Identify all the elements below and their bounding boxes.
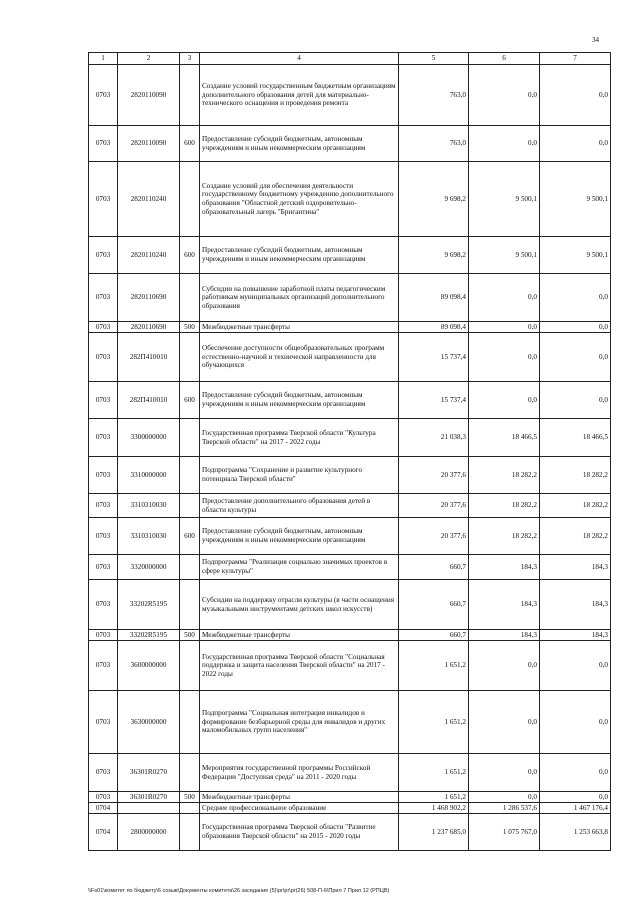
expense-type-cell — [180, 814, 200, 851]
amount-2021-cell: 18 466,5 — [540, 419, 611, 457]
amount-2019-cell: 660,7 — [399, 555, 469, 580]
table-row — [89, 641, 611, 691]
description-cell: Мероприятия государственной программы Российской Федерации "Доступная среда" на 2011 - 2020 годы — [200, 754, 399, 792]
expense-type-cell: 500 — [180, 630, 200, 641]
amount-2020-cell: 0,0 — [469, 322, 540, 333]
table-row — [89, 691, 611, 754]
amount-2019-cell: 1 651,2 — [399, 691, 469, 754]
section-code-cell: 0703 — [89, 274, 118, 322]
table-row — [89, 162, 611, 237]
target-code-cell: 33202R5195 — [118, 630, 180, 641]
table-row — [89, 457, 611, 494]
description-cell: Обеспечение доступности общеобразовательных программ естественно-научной и технической направленности для обучающихся — [200, 333, 399, 382]
amount-2021-cell: 0,0 — [540, 333, 611, 382]
amount-2021-cell: 184,3 — [540, 630, 611, 641]
header-cell: 4 — [200, 53, 399, 65]
amount-2021-cell: 0,0 — [540, 754, 611, 792]
amount-2020-cell: 18 466,5 — [469, 419, 540, 457]
target-code-cell: 36301R0270 — [118, 792, 180, 803]
expense-type-cell: 500 — [180, 792, 200, 803]
expense-type-cell — [180, 162, 200, 237]
target-code-cell: 33202R5195 — [118, 580, 180, 630]
description-cell: Субсидии на повышение заработной платы педагогическим работникам муниципальных организаций дополнительного образования — [200, 274, 399, 322]
expense-type-cell — [180, 691, 200, 754]
description-cell: Предоставление субсидий бюджетным, автономным учреждениям и иным некоммерческим организациям — [200, 518, 399, 555]
table-row — [89, 65, 611, 126]
amount-2021-cell: 184,3 — [540, 580, 611, 630]
amount-2021-cell: 0,0 — [540, 65, 611, 126]
description-cell: Среднее профессиональное образование — [200, 803, 399, 814]
expense-type-cell — [180, 419, 200, 457]
target-code-cell: 36301R0270 — [118, 754, 180, 792]
header-cell: 7 — [540, 53, 611, 65]
table-row — [89, 382, 611, 419]
amount-2021-cell: 0,0 — [540, 126, 611, 162]
amount-2020-cell: 1 075 767,0 — [469, 814, 540, 851]
amount-2019-cell: 660,7 — [399, 580, 469, 630]
target-code-cell: 2820110090 — [118, 126, 180, 162]
amount-2021-cell: 9 500,1 — [540, 162, 611, 237]
table-row — [89, 322, 611, 333]
amount-2020-cell: 18 282,2 — [469, 494, 540, 518]
expense-type-cell — [180, 580, 200, 630]
amount-2019-cell: 763,0 — [399, 65, 469, 126]
expense-type-cell: 600 — [180, 518, 200, 555]
target-code-cell: 3310310030 — [118, 518, 180, 555]
description-cell: Межбюджетные трансферты — [200, 792, 399, 803]
amount-2019-cell: 1 651,2 — [399, 792, 469, 803]
target-code-cell: 3630000000 — [118, 691, 180, 754]
header-cell: 3 — [180, 53, 200, 65]
amount-2019-cell: 20 377,6 — [399, 494, 469, 518]
expense-type-cell — [180, 457, 200, 494]
amount-2020-cell: 0,0 — [469, 641, 540, 691]
section-code-cell: 0703 — [89, 457, 118, 494]
amount-2020-cell: 1 286 537,6 — [469, 803, 540, 814]
file-path-footer: \\Fs01\комитет по бюджету\6 созыв\Документы комитета\26 заседание (5)\pr\pr\pr(26) 508-П-6\Прил 7 Прил 12 (РПЦВ) — [88, 888, 390, 894]
expense-type-cell — [180, 494, 200, 518]
amount-2019-cell: 20 377,6 — [399, 518, 469, 555]
amount-2021-cell: 0,0 — [540, 322, 611, 333]
amount-2020-cell: 0,0 — [469, 754, 540, 792]
description-cell: Предоставление субсидий бюджетным, автономным учреждениям и иным некоммерческим организациям — [200, 382, 399, 419]
description-cell: Предоставление субсидий бюджетным, автономным учреждениям и иным некоммерческим организациям — [200, 237, 399, 274]
amount-2019-cell: 21 038,3 — [399, 419, 469, 457]
table-row — [89, 494, 611, 518]
description-cell: Подпрограмма "Социальная интеграция инвалидов и формирование безбарьерной среды для инвалидов и других маломобильных групп населения" — [200, 691, 399, 754]
table-row — [89, 419, 611, 457]
amount-2021-cell: 1 253 663,8 — [540, 814, 611, 851]
section-code-cell: 0703 — [89, 126, 118, 162]
amount-2019-cell: 9 698,2 — [399, 162, 469, 237]
target-code-cell: 2820110240 — [118, 162, 180, 237]
amount-2019-cell: 1 651,2 — [399, 754, 469, 792]
amount-2020-cell: 18 282,2 — [469, 518, 540, 555]
expense-type-cell — [180, 803, 200, 814]
amount-2021-cell: 18 282,2 — [540, 457, 611, 494]
section-code-cell: 0703 — [89, 691, 118, 754]
target-code-cell: 3600000000 — [118, 641, 180, 691]
table-header-row — [89, 53, 611, 65]
amount-2019-cell: 89 098,4 — [399, 322, 469, 333]
table-row — [89, 754, 611, 792]
description-cell: Создание условий государственным бюджетным организациям дополнительного образования детей для материально-технического оснащения и проведения ремонта — [200, 65, 399, 126]
section-code-cell: 0703 — [89, 237, 118, 274]
section-code-cell: 0703 — [89, 792, 118, 803]
section-code-cell: 0703 — [89, 494, 118, 518]
description-cell: Межбюджетные трансферты — [200, 630, 399, 641]
description-cell: Государственная программа Тверской области "Культура Тверской области" на 2017 - 2022 годы — [200, 419, 399, 457]
amount-2020-cell: 184,3 — [469, 580, 540, 630]
amount-2021-cell: 18 282,2 — [540, 494, 611, 518]
header-cell: 2 — [118, 53, 180, 65]
page-number: 34 — [592, 36, 599, 44]
section-code-cell: 0703 — [89, 555, 118, 580]
table-row — [89, 126, 611, 162]
section-code-cell: 0703 — [89, 641, 118, 691]
amount-2021-cell: 0,0 — [540, 382, 611, 419]
target-code-cell: 282П410010 — [118, 382, 180, 419]
description-cell: Субсидии на поддержку отрасли культуры (в части оснащения музыкальными инструментами детских школ искусств) — [200, 580, 399, 630]
target-code-cell — [118, 803, 180, 814]
table-row — [89, 630, 611, 641]
amount-2020-cell: 0,0 — [469, 382, 540, 419]
section-code-cell: 0703 — [89, 65, 118, 126]
target-code-cell: 2820110690 — [118, 322, 180, 333]
header-cell: 6 — [469, 53, 540, 65]
target-code-cell: 282П410010 — [118, 333, 180, 382]
description-cell: Предоставление дополнительного образования детей в области культуры — [200, 494, 399, 518]
description-cell: Подпрограмма "Реализация социально значимых проектов в сфере культуры" — [200, 555, 399, 580]
amount-2019-cell: 1 468 902,2 — [399, 803, 469, 814]
expense-type-cell: 600 — [180, 382, 200, 419]
table-body — [89, 65, 611, 851]
amount-2019-cell: 89 098,4 — [399, 274, 469, 322]
section-code-cell: 0703 — [89, 333, 118, 382]
description-cell: Подпрограмма "Сохранение и развитие культурного потенциала Тверской области" — [200, 457, 399, 494]
amount-2020-cell: 0,0 — [469, 691, 540, 754]
amount-2021-cell: 0,0 — [540, 274, 611, 322]
target-code-cell: 2820110090 — [118, 65, 180, 126]
expense-type-cell — [180, 641, 200, 691]
description-cell: Создание условий для обеспечения деятельности государственному бюджетному учреждению дополнительного образования "Областной детский оздоровительно-образовательный лагерь "Бригантина" — [200, 162, 399, 237]
expense-type-cell — [180, 555, 200, 580]
expense-type-cell: 600 — [180, 126, 200, 162]
amount-2021-cell: 0,0 — [540, 792, 611, 803]
description-cell: Межбюджетные трансферты — [200, 322, 399, 333]
header-cell: 5 — [399, 53, 469, 65]
table-row — [89, 792, 611, 803]
target-code-cell: 3310310030 — [118, 494, 180, 518]
expense-type-cell — [180, 333, 200, 382]
table-row — [89, 814, 611, 851]
amount-2019-cell: 660,7 — [399, 630, 469, 641]
table-row — [89, 274, 611, 322]
section-code-cell: 0703 — [89, 322, 118, 333]
target-code-cell: 3310000000 — [118, 457, 180, 494]
amount-2019-cell: 1 237 685,0 — [399, 814, 469, 851]
section-code-cell: 0703 — [89, 382, 118, 419]
description-cell: Государственная программа Тверской области "Социальная поддержка и защита населения Тверской области" на 2017 - 2022 годы — [200, 641, 399, 691]
target-code-cell: 3300000000 — [118, 419, 180, 457]
amount-2019-cell: 15 737,4 — [399, 382, 469, 419]
section-code-cell: 0703 — [89, 630, 118, 641]
table-row — [89, 237, 611, 274]
expense-type-cell — [180, 274, 200, 322]
target-code-cell: 2800000000 — [118, 814, 180, 851]
amount-2019-cell: 1 651,2 — [399, 641, 469, 691]
target-code-cell: 2820110240 — [118, 237, 180, 274]
amount-2020-cell: 0,0 — [469, 333, 540, 382]
amount-2021-cell: 18 282,2 — [540, 518, 611, 555]
section-code-cell: 0703 — [89, 162, 118, 237]
section-code-cell: 0703 — [89, 754, 118, 792]
description-cell: Предоставление субсидий бюджетным, автономным учреждениям и иным некоммерческим организациям — [200, 126, 399, 162]
amount-2021-cell: 0,0 — [540, 691, 611, 754]
table-row — [89, 518, 611, 555]
target-code-cell: 3320000000 — [118, 555, 180, 580]
table-row — [89, 580, 611, 630]
section-code-cell: 0704 — [89, 803, 118, 814]
amount-2020-cell: 18 282,2 — [469, 457, 540, 494]
amount-2019-cell: 20 377,6 — [399, 457, 469, 494]
amount-2020-cell: 0,0 — [469, 126, 540, 162]
amount-2019-cell: 9 698,2 — [399, 237, 469, 274]
description-cell: Государственная программа Тверской области "Развитие образования Тверской области" на 2015 - 2020 годы — [200, 814, 399, 851]
header-cell: 1 — [89, 53, 118, 65]
amount-2020-cell: 0,0 — [469, 274, 540, 322]
expense-type-cell: 600 — [180, 237, 200, 274]
amount-2020-cell: 0,0 — [469, 65, 540, 126]
amount-2020-cell: 184,3 — [469, 555, 540, 580]
amount-2019-cell: 763,0 — [399, 126, 469, 162]
amount-2021-cell: 0,0 — [540, 641, 611, 691]
table-row — [89, 803, 611, 814]
amount-2021-cell: 9 500,1 — [540, 237, 611, 274]
amount-2020-cell: 9 500,1 — [469, 162, 540, 237]
amount-2020-cell: 9 500,1 — [469, 237, 540, 274]
amount-2021-cell: 1 467 176,4 — [540, 803, 611, 814]
table-row — [89, 555, 611, 580]
section-code-cell: 0703 — [89, 419, 118, 457]
expense-type-cell — [180, 65, 200, 126]
section-code-cell: 0704 — [89, 814, 118, 851]
section-code-cell: 0703 — [89, 580, 118, 630]
amount-2019-cell: 15 737,4 — [399, 333, 469, 382]
table-row — [89, 333, 611, 382]
amount-2021-cell: 184,3 — [540, 555, 611, 580]
budget-table — [88, 52, 611, 851]
amount-2020-cell: 0,0 — [469, 792, 540, 803]
expense-type-cell — [180, 754, 200, 792]
target-code-cell: 2820110690 — [118, 274, 180, 322]
section-code-cell: 0703 — [89, 518, 118, 555]
expense-type-cell: 500 — [180, 322, 200, 333]
amount-2020-cell: 184,3 — [469, 630, 540, 641]
